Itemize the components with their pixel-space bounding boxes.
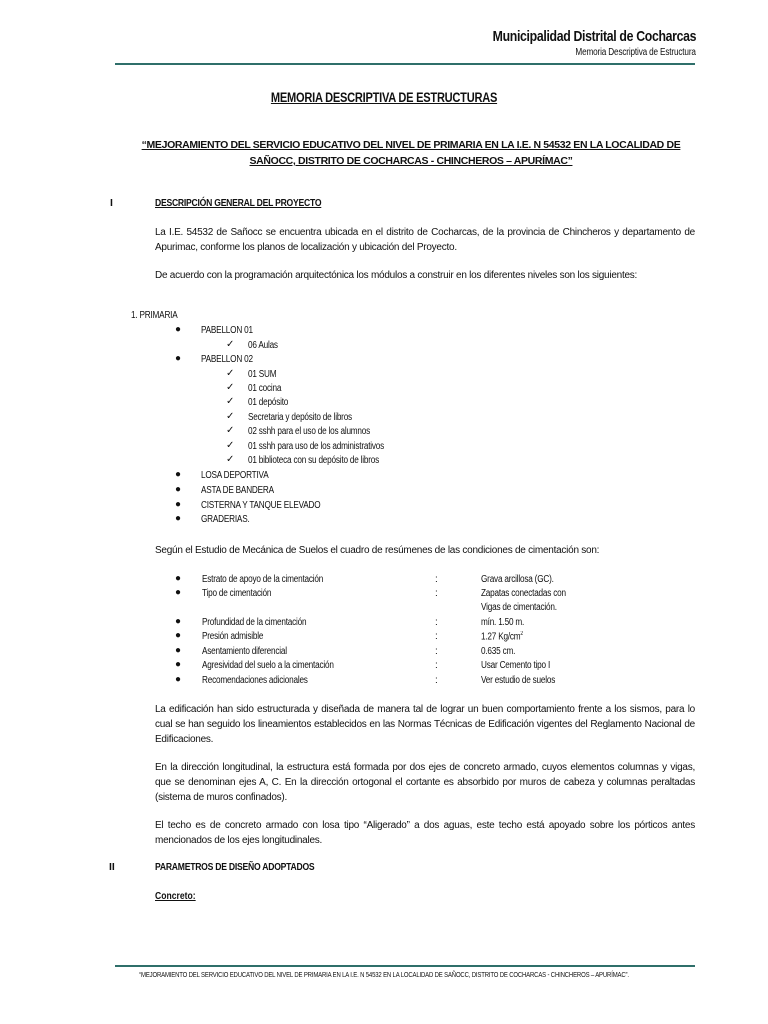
soil-row-colon: : bbox=[435, 631, 438, 642]
bullet-icon: ● bbox=[175, 513, 182, 524]
program-other-item: LOSA DEPORTIVA bbox=[201, 470, 269, 481]
soil-row-colon: : bbox=[435, 617, 438, 628]
footer-divider bbox=[115, 965, 695, 967]
project-title: “MEJORAMIENTO DEL SERVICIO EDUCATIVO DEL NIVEL DE PRIMARIA EN LA I.E. N 54532 EN LA LOCALIDAD DE SAÑOCC, DISTRITO DE COCHARCAS - CHINCHEROS – APURÍMAC” bbox=[141, 139, 681, 167]
paragraph-roof: El techo es de concreto armado con losa tipo “Aligerado” a dos aguas, este techo está apoyado sobre los pórticos antes mencionados de los ejes longitudinales. bbox=[155, 820, 695, 846]
soil-row-value: Usar Cemento tipo I bbox=[481, 660, 551, 671]
bullet-icon: ● bbox=[175, 484, 182, 495]
program-other-item: GRADERIAS. bbox=[201, 514, 250, 525]
soil-row-label: Profundidad de la cimentación bbox=[202, 617, 307, 628]
soil-row-label: Presión admisible bbox=[202, 631, 264, 642]
checkmark-icon: ✓ bbox=[226, 425, 235, 436]
section-1-paragraph-1: La I.E. 54532 de Sañocc se encuentra ubicada en el distrito de Cocharcas, de la provincia de Chincheros y departamento de Apurimac, conforme los planos de localización y ubicación del Proyecto. bbox=[155, 227, 695, 253]
pressure-value: 1.27 Kg/cm bbox=[481, 631, 521, 643]
soil-row-colon: : bbox=[435, 574, 438, 585]
checkmark-icon: ✓ bbox=[226, 396, 235, 407]
footer-text: “MEJORAMIENTO DEL SERVICIO EDUCATIVO DEL NIVEL DE PRIMARIA EN LA I.E. N 54532 EN LA LOCALIDAD DE SAÑOCC, DISTRITO DE COCHARCAS - CHINCHEROS – APURÍMAC”. bbox=[139, 970, 629, 979]
bullet-icon: ● bbox=[175, 674, 182, 685]
soil-row-colon: : bbox=[435, 675, 438, 686]
section-2-title: PARAMETROS DE DISEÑO ADOPTADOS bbox=[155, 861, 315, 873]
soil-row-value: Ver estudio de suelos bbox=[481, 675, 556, 686]
bullet-icon: ● bbox=[175, 499, 182, 510]
pabellon-2-item: 01 biblioteca con su depósito de libros bbox=[248, 455, 380, 466]
bullet-icon: ● bbox=[175, 616, 182, 627]
pabellon-2-item: Secretaria y depósito de libros bbox=[248, 412, 352, 423]
soil-intro: Según el Estudio de Mecánica de Suelos el cuadro de resúmenes de las condiciones de cimentación son: bbox=[155, 545, 600, 556]
bullet-icon: ● bbox=[175, 659, 182, 670]
section-2-number: II bbox=[109, 861, 115, 873]
checkmark-icon: ✓ bbox=[226, 454, 235, 465]
bullet-icon: ● bbox=[175, 630, 182, 641]
bullet-icon: ● bbox=[175, 353, 182, 364]
pressure-exponent: 2 bbox=[520, 631, 523, 637]
checkmark-icon: ✓ bbox=[226, 382, 235, 393]
bullet-icon: ● bbox=[175, 587, 182, 598]
checkmark-icon: ✓ bbox=[226, 440, 235, 451]
soil-row-label: Recomendaciones adicionales bbox=[202, 675, 308, 686]
pabellon-1-item: 06 Aulas bbox=[248, 340, 278, 351]
soil-row-value: Grava arcillosa (GC). bbox=[481, 574, 554, 585]
program-other-item: ASTA DE BANDERA bbox=[201, 485, 274, 496]
document-title: MEMORIA DESCRIPTIVA DE ESTRUCTURAS bbox=[270, 90, 498, 105]
soil-row-value: mín. 1.50 m. bbox=[481, 617, 525, 628]
soil-row-value-continued: Vigas de cimentación. bbox=[481, 602, 557, 613]
pabellon-2-label: PABELLON 02 bbox=[201, 354, 253, 365]
paragraph-structure: La edificación han sido estructurada y diseñada de manera tal de lograr un buen comportamiento frente a los sismos, para lo cual se han seguido los lineamientos establecidos en las Normas Técnicas de Edificación vigentes del Reglamento Nacional de Edificaciones. bbox=[155, 704, 695, 745]
checkmark-icon: ✓ bbox=[226, 339, 235, 350]
soil-row-colon: : bbox=[435, 646, 438, 657]
pabellon-2-item: 02 sshh para el uso de los alumnos bbox=[248, 426, 371, 437]
header-subtitle: Memoria Descriptiva de Estructura bbox=[575, 47, 696, 58]
section-1-paragraph-2: De acuerdo con la programación arquitectónica los módulos a construir en los diferentes niveles son los siguientes: bbox=[155, 270, 638, 281]
soil-row-colon: : bbox=[435, 588, 438, 599]
soil-row-label: Estrato de apoyo de la cimentación bbox=[202, 574, 324, 585]
section-1-number: I bbox=[110, 197, 113, 209]
soil-row-value bbox=[481, 631, 523, 642]
checkmark-icon: ✓ bbox=[226, 368, 235, 379]
header-title: Municipalidad Distrital de Cocharcas bbox=[492, 28, 696, 45]
bullet-icon: ● bbox=[175, 573, 182, 584]
soil-row-label: Tipo de cimentación bbox=[202, 588, 272, 599]
program-level: 1. PRIMARIA bbox=[131, 310, 178, 321]
bullet-icon: ● bbox=[175, 645, 182, 656]
pabellon-2-item: 01 cocina bbox=[248, 383, 282, 394]
soil-row-colon: : bbox=[435, 660, 438, 671]
program-other-item: CISTERNA Y TANQUE ELEVADO bbox=[201, 500, 321, 511]
pabellon-1-label: PABELLON 01 bbox=[201, 325, 253, 336]
soil-row-label: Asentamiento diferencial bbox=[202, 646, 287, 657]
section-1-title: DESCRIPCIÓN GENERAL DEL PROYECTO bbox=[155, 197, 322, 209]
checkmark-icon: ✓ bbox=[226, 411, 235, 422]
pabellon-2-item: 01 sshh para uso de los administrativos bbox=[248, 441, 385, 452]
pabellon-2-item: 01 SUM bbox=[248, 369, 277, 380]
paragraph-longitudinal: En la dirección longitudinal, la estructura está formada por dos ejes de concreto armado, cuyos elementos columnas y vigas, que se denominan ejes A, C. En la dirección ortogonal el cortante es absorbido por muros de cabeza y columnas peraltadas (sistema de muros confinados). bbox=[155, 762, 695, 803]
header-divider bbox=[115, 63, 695, 65]
soil-row-value: Zapatas conectadas con bbox=[481, 588, 566, 599]
bullet-icon: ● bbox=[175, 469, 182, 480]
subsection-heading: Concreto: bbox=[155, 890, 196, 902]
soil-row-label: Agresividad del suelo a la cimentación bbox=[202, 660, 334, 671]
bullet-icon: ● bbox=[175, 324, 182, 335]
soil-row-value: 0.635 cm. bbox=[481, 646, 516, 657]
pabellon-2-item: 01 depósito bbox=[248, 397, 289, 408]
